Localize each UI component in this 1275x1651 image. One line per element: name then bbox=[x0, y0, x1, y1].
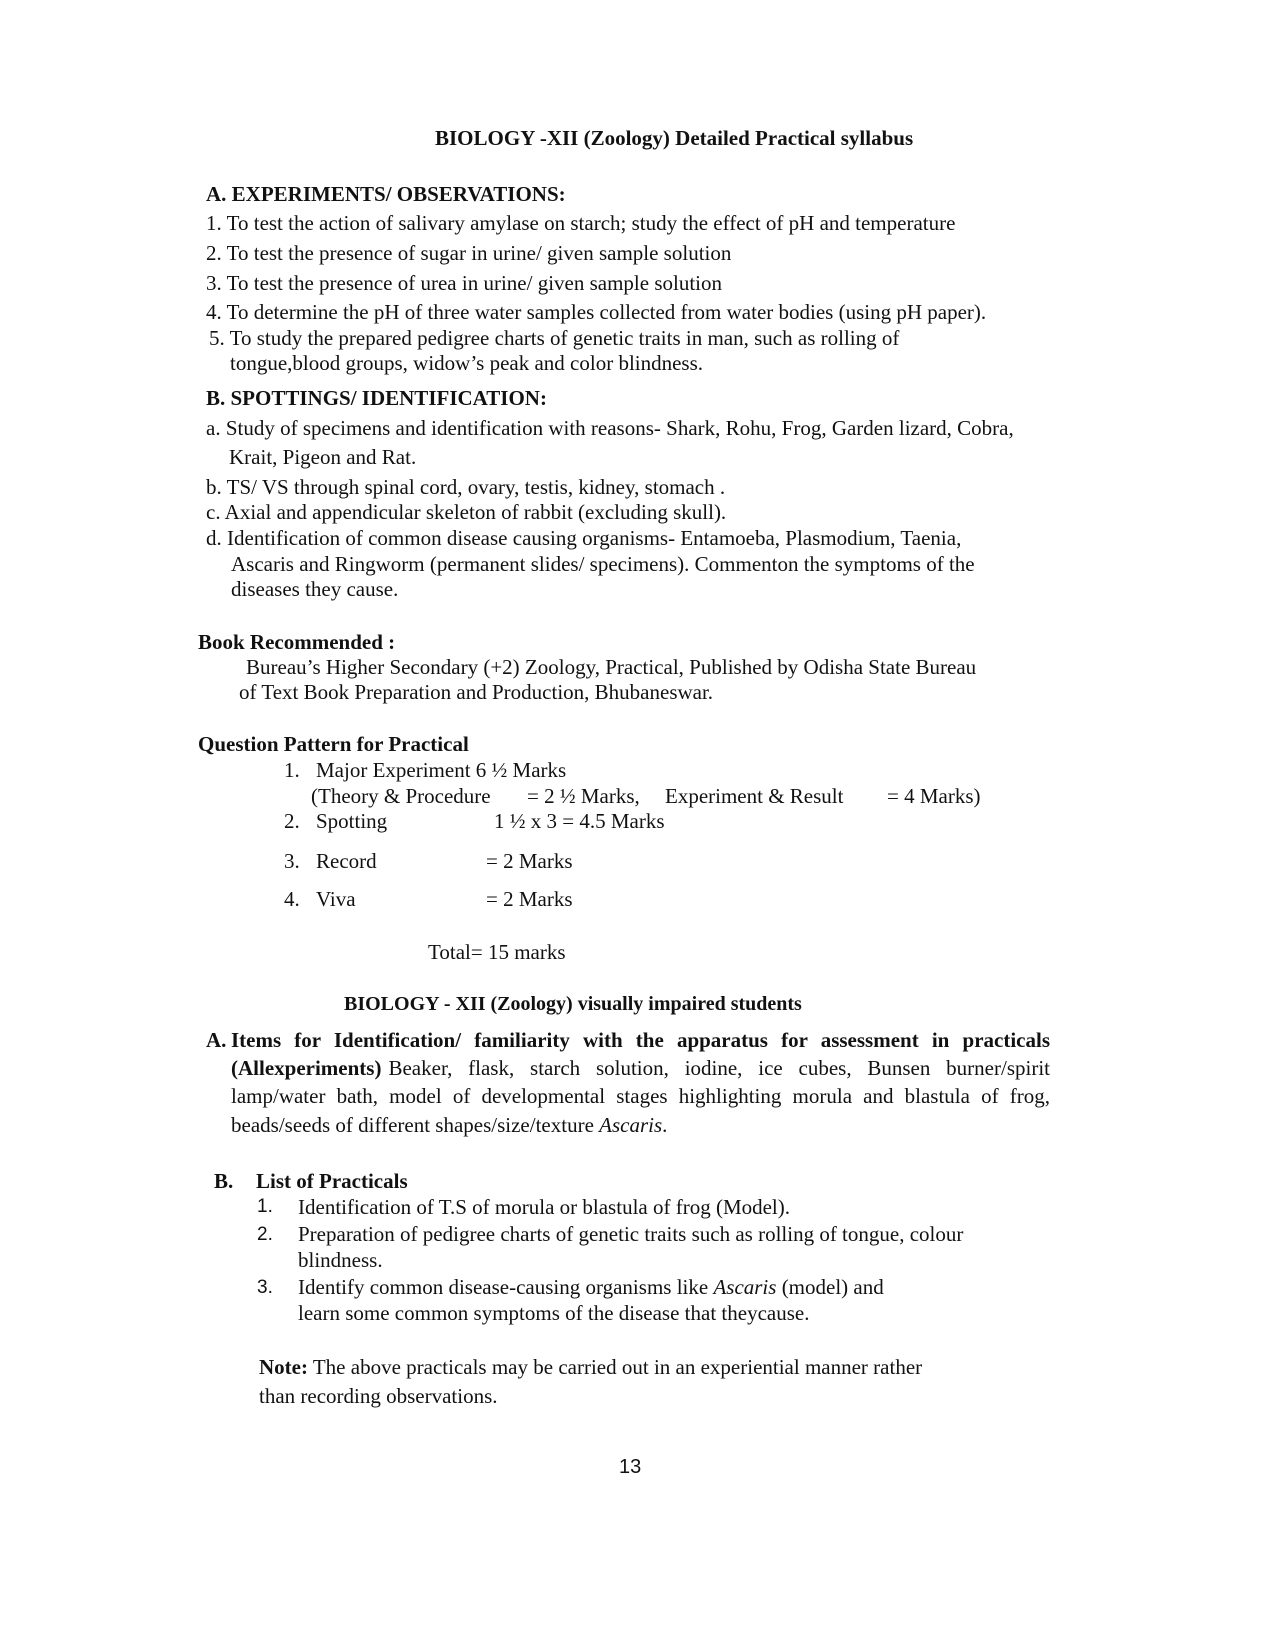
vi-a-line-1: Items for Identification/ familiarity with the apparatus for assessment in practicals bbox=[231, 1028, 1050, 1052]
experiment-item-2: 2. To test the presence of sugar in urine/ given sample solution bbox=[206, 241, 732, 265]
vi-b-label: B. bbox=[214, 1169, 234, 1193]
qp-item-1-num: 1. bbox=[284, 758, 300, 782]
vi-title: BIOLOGY - XII (Zoology) visually impaired students bbox=[344, 993, 802, 1015]
note-label: Note: bbox=[259, 1355, 308, 1379]
section-b-heading: B. SPOTTINGS/ IDENTIFICATION: bbox=[206, 386, 547, 410]
vi-a-line-4-end: . bbox=[662, 1113, 668, 1137]
practical-3-num: 3. bbox=[257, 1277, 273, 1298]
practical-3-text bbox=[298, 1274, 884, 1300]
practical-2-text: Preparation of pedigree charts of genetic traits such as rolling of tongue, colour bbox=[298, 1222, 964, 1246]
practical-2-text-cont: blindness. bbox=[298, 1248, 383, 1272]
experiment-item-3: 3. To test the presence of urea in urine/ given sample solution bbox=[206, 271, 723, 295]
vi-a-line-4 bbox=[231, 1112, 667, 1138]
qp-item-1-experiment: Experiment & Result bbox=[665, 784, 844, 808]
spotting-item-c: c. Axial and appendicular skeleton of rabbit (excluding skull). bbox=[206, 500, 727, 524]
qp-item-2-label: Spotting bbox=[316, 809, 388, 833]
qp-item-3-num: 3. bbox=[284, 849, 300, 873]
vi-a-line-2 bbox=[231, 1055, 1050, 1081]
qp-item-3-value: = 2 Marks bbox=[486, 849, 573, 873]
qp-item-2-value: 1 ½ x 3 = 4.5 Marks bbox=[494, 809, 665, 833]
qp-item-4-num: 4. bbox=[284, 887, 300, 911]
qp-item-1-theory: (Theory & Procedure bbox=[311, 784, 491, 808]
spotting-item-a: a. Study of specimens and identification with reasons- Shark, Rohu, Frog, Garden lizard, Cobra, bbox=[206, 416, 1014, 440]
practical-3-text-pre: Identify common disease-causing organisms like bbox=[298, 1275, 714, 1299]
note-line-2: than recording observations. bbox=[259, 1384, 498, 1408]
vi-a-line-4-text: beads/seeds of different shapes/size/texture bbox=[231, 1113, 594, 1137]
spotting-item-d-cont: Ascaris and Ringworm (permanent slides/ specimens). Commenton the symptoms of the bbox=[231, 552, 975, 576]
experiment-item-1: 1. To test the action of salivary amylase on starch; study the effect of pH and temperature bbox=[206, 211, 956, 235]
vi-a-label: A. bbox=[206, 1028, 227, 1052]
page-title: BIOLOGY -XII (Zoology) Detailed Practical syllabus bbox=[435, 126, 914, 150]
practical-2-num: 2. bbox=[257, 1224, 273, 1245]
qp-item-1-label: Major Experiment 6 ½ Marks bbox=[316, 758, 567, 782]
experiment-item-5-cont: tongue,blood groups, widow’s peak and color blindness. bbox=[230, 351, 704, 375]
book-heading: Book Recommended : bbox=[198, 630, 396, 654]
page-number: 13 bbox=[619, 1456, 642, 1478]
practical-3-text-post: (model) and bbox=[776, 1275, 884, 1299]
book-line-1: Bureau’s Higher Secondary (+2) Zoology, Practical, Published by Odisha State Bureau bbox=[246, 655, 977, 679]
vi-a-line-3: lamp/water bath, model of developmental stages highlighting morula and blastula of frog, bbox=[231, 1084, 1050, 1108]
qp-item-3-label: Record bbox=[316, 849, 377, 873]
section-a-heading: A. EXPERIMENTS/ OBSERVATIONS: bbox=[206, 182, 566, 206]
vi-a-all-experiments: (Allexperiments) bbox=[231, 1056, 382, 1080]
practical-3-text-cont: learn some common symptoms of the disease that theycause. bbox=[298, 1301, 810, 1325]
qp-total: Total= 15 marks bbox=[428, 940, 566, 964]
vi-a-ascaris: Ascaris bbox=[599, 1113, 663, 1137]
experiment-item-5: 5. To study the prepared pedigree charts of genetic traits in man, such as rolling of bbox=[209, 326, 900, 350]
qp-item-1-theory-marks: = 2 ½ Marks, bbox=[527, 784, 640, 808]
book-line-2: of Text Book Preparation and Production, Bhubaneswar. bbox=[239, 680, 714, 704]
experiment-item-4: 4. To determine the pH of three water samples collected from water bodies (using pH paper). bbox=[206, 300, 987, 324]
spotting-item-b: b. TS/ VS through spinal cord, ovary, testis, kidney, stomach . bbox=[206, 475, 726, 499]
question-pattern-heading: Question Pattern for Practical bbox=[198, 732, 469, 756]
qp-item-4-value: = 2 Marks bbox=[486, 887, 573, 911]
note-text-1: The above practicals may be carried out in an experiential manner rather bbox=[307, 1355, 923, 1379]
qp-item-1-experiment-marks: = 4 Marks) bbox=[887, 784, 981, 808]
spotting-item-d: d. Identification of common disease causing organisms- Entamoeba, Plasmodium, Taenia, bbox=[206, 526, 962, 550]
practical-3-ascaris: Ascaris bbox=[713, 1275, 777, 1299]
qp-item-4-label: Viva bbox=[316, 887, 356, 911]
vi-a-apparatus-list: Beaker, flask, starch solution, iodine, ice cubes, Bunsen burner/spirit bbox=[388, 1056, 1050, 1080]
qp-item-2-num: 2. bbox=[284, 809, 300, 833]
spotting-item-a-cont: Krait, Pigeon and Rat. bbox=[229, 445, 417, 469]
spotting-item-d-end: diseases they cause. bbox=[231, 577, 399, 601]
practical-1-num: 1. bbox=[257, 1196, 273, 1217]
practical-1-text: Identification of T.S of morula or blastula of frog (Model). bbox=[298, 1195, 791, 1219]
note-line-1 bbox=[259, 1354, 922, 1380]
vi-b-heading: List of Practicals bbox=[256, 1169, 408, 1193]
